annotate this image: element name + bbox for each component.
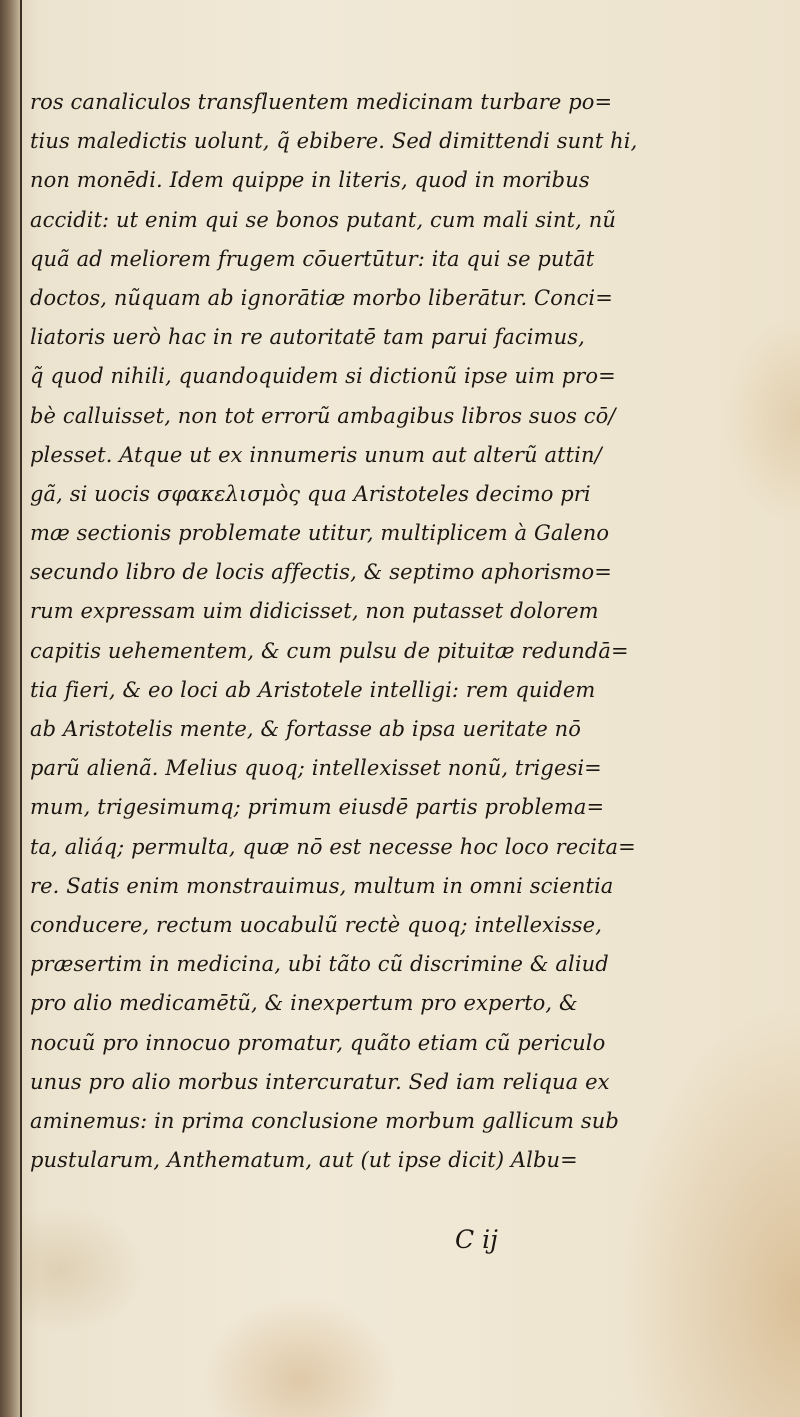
text-line: re. Satis enim monstrauimus, multum in omni scientia [30,873,614,898]
text-line: accidit: ut enim qui se bonos putant, cum mali sint, nũ [30,207,616,232]
text-line: mum, trigesimumq; primum eiusdē partis problema= [30,795,605,820]
text-line: conducere, rectum uocabulũ rectè quoq; intellexisse, [30,912,602,937]
text-line: tius maledictis uolunt, q̃ ebibere. Sed dimittendi sunt hi, [30,129,638,154]
text-line: pro alio medicamētũ, & inexpertum pro experto, & [30,991,578,1016]
text-line: secundo libro de locis affectis, & septimo aphorismo= [30,560,612,585]
binding-edge-line [20,0,22,1417]
text-line: ta, aliáq; permulta, quæ nō est necesse hoc loco recita= [30,834,636,859]
text-line: parũ alienã. Melius quoq; intellexisset nonũ, trigesi= [30,756,602,781]
text-line: non monēdi. Idem quippe in literis, quod in moribus [30,168,590,193]
signature-mark: C ij [455,1225,498,1254]
latin-text-block [30,83,650,1180]
text-line: liatoris uerò hac in re autoritatē tam parui facimus, [30,325,585,350]
text-line: q̃ quod nihili, quandoquidem si dictionũ ipse uim pro= [30,364,616,389]
text-line: quã ad meliorem frugem cōuertūtur: ita qui se putāt [30,246,595,271]
text-line: rum expressam uim didicisset, non putasset dolorem [30,599,599,624]
text-line: ab Aristotelis mente, & fortasse ab ipsa ueritate nō [30,717,582,741]
text-line: pustularum, Anthematum, aut (ut ipse dicit) Albu= [30,1148,578,1173]
text-line: unus pro alio morbus intercuratur. Sed iam reliqua ex [30,1069,610,1094]
text-line: nocuũ pro innocuo promatur, quãto etiam cũ periculo [30,1030,606,1055]
text-line: præsertim in medicina, ubi tãto cũ discrimine & aliud [30,952,609,977]
text-line: ros canaliculos transfluentem medicinam turbare po= [30,90,613,114]
text-line: bè calluisset, non tot errorũ ambagibus libros suos cō/ [30,403,616,428]
text-line: capitis uehementem, & cum pulsu de pituitæ redundā= [30,638,629,663]
text-line: aminemus: in prima conclusione morbum gallicum sub [30,1108,619,1133]
text-line: doctos, nũquam ab ignorātiæ morbo liberātur. Conci= [30,285,613,310]
text-line: tia fieri, & eo loci ab Aristotele intelligi: rem quidem [30,677,596,702]
text-line: gã, si uocis σφακελισμὸς qua Aristoteles decimo pri [30,481,591,506]
text-line: plesset. Atque ut ex innumeris unum aut alterũ attin/ [30,442,602,467]
text-line: mæ sectionis problemate utitur, multiplicem à Galeno [30,521,610,546]
binding-gutter [0,0,22,1417]
